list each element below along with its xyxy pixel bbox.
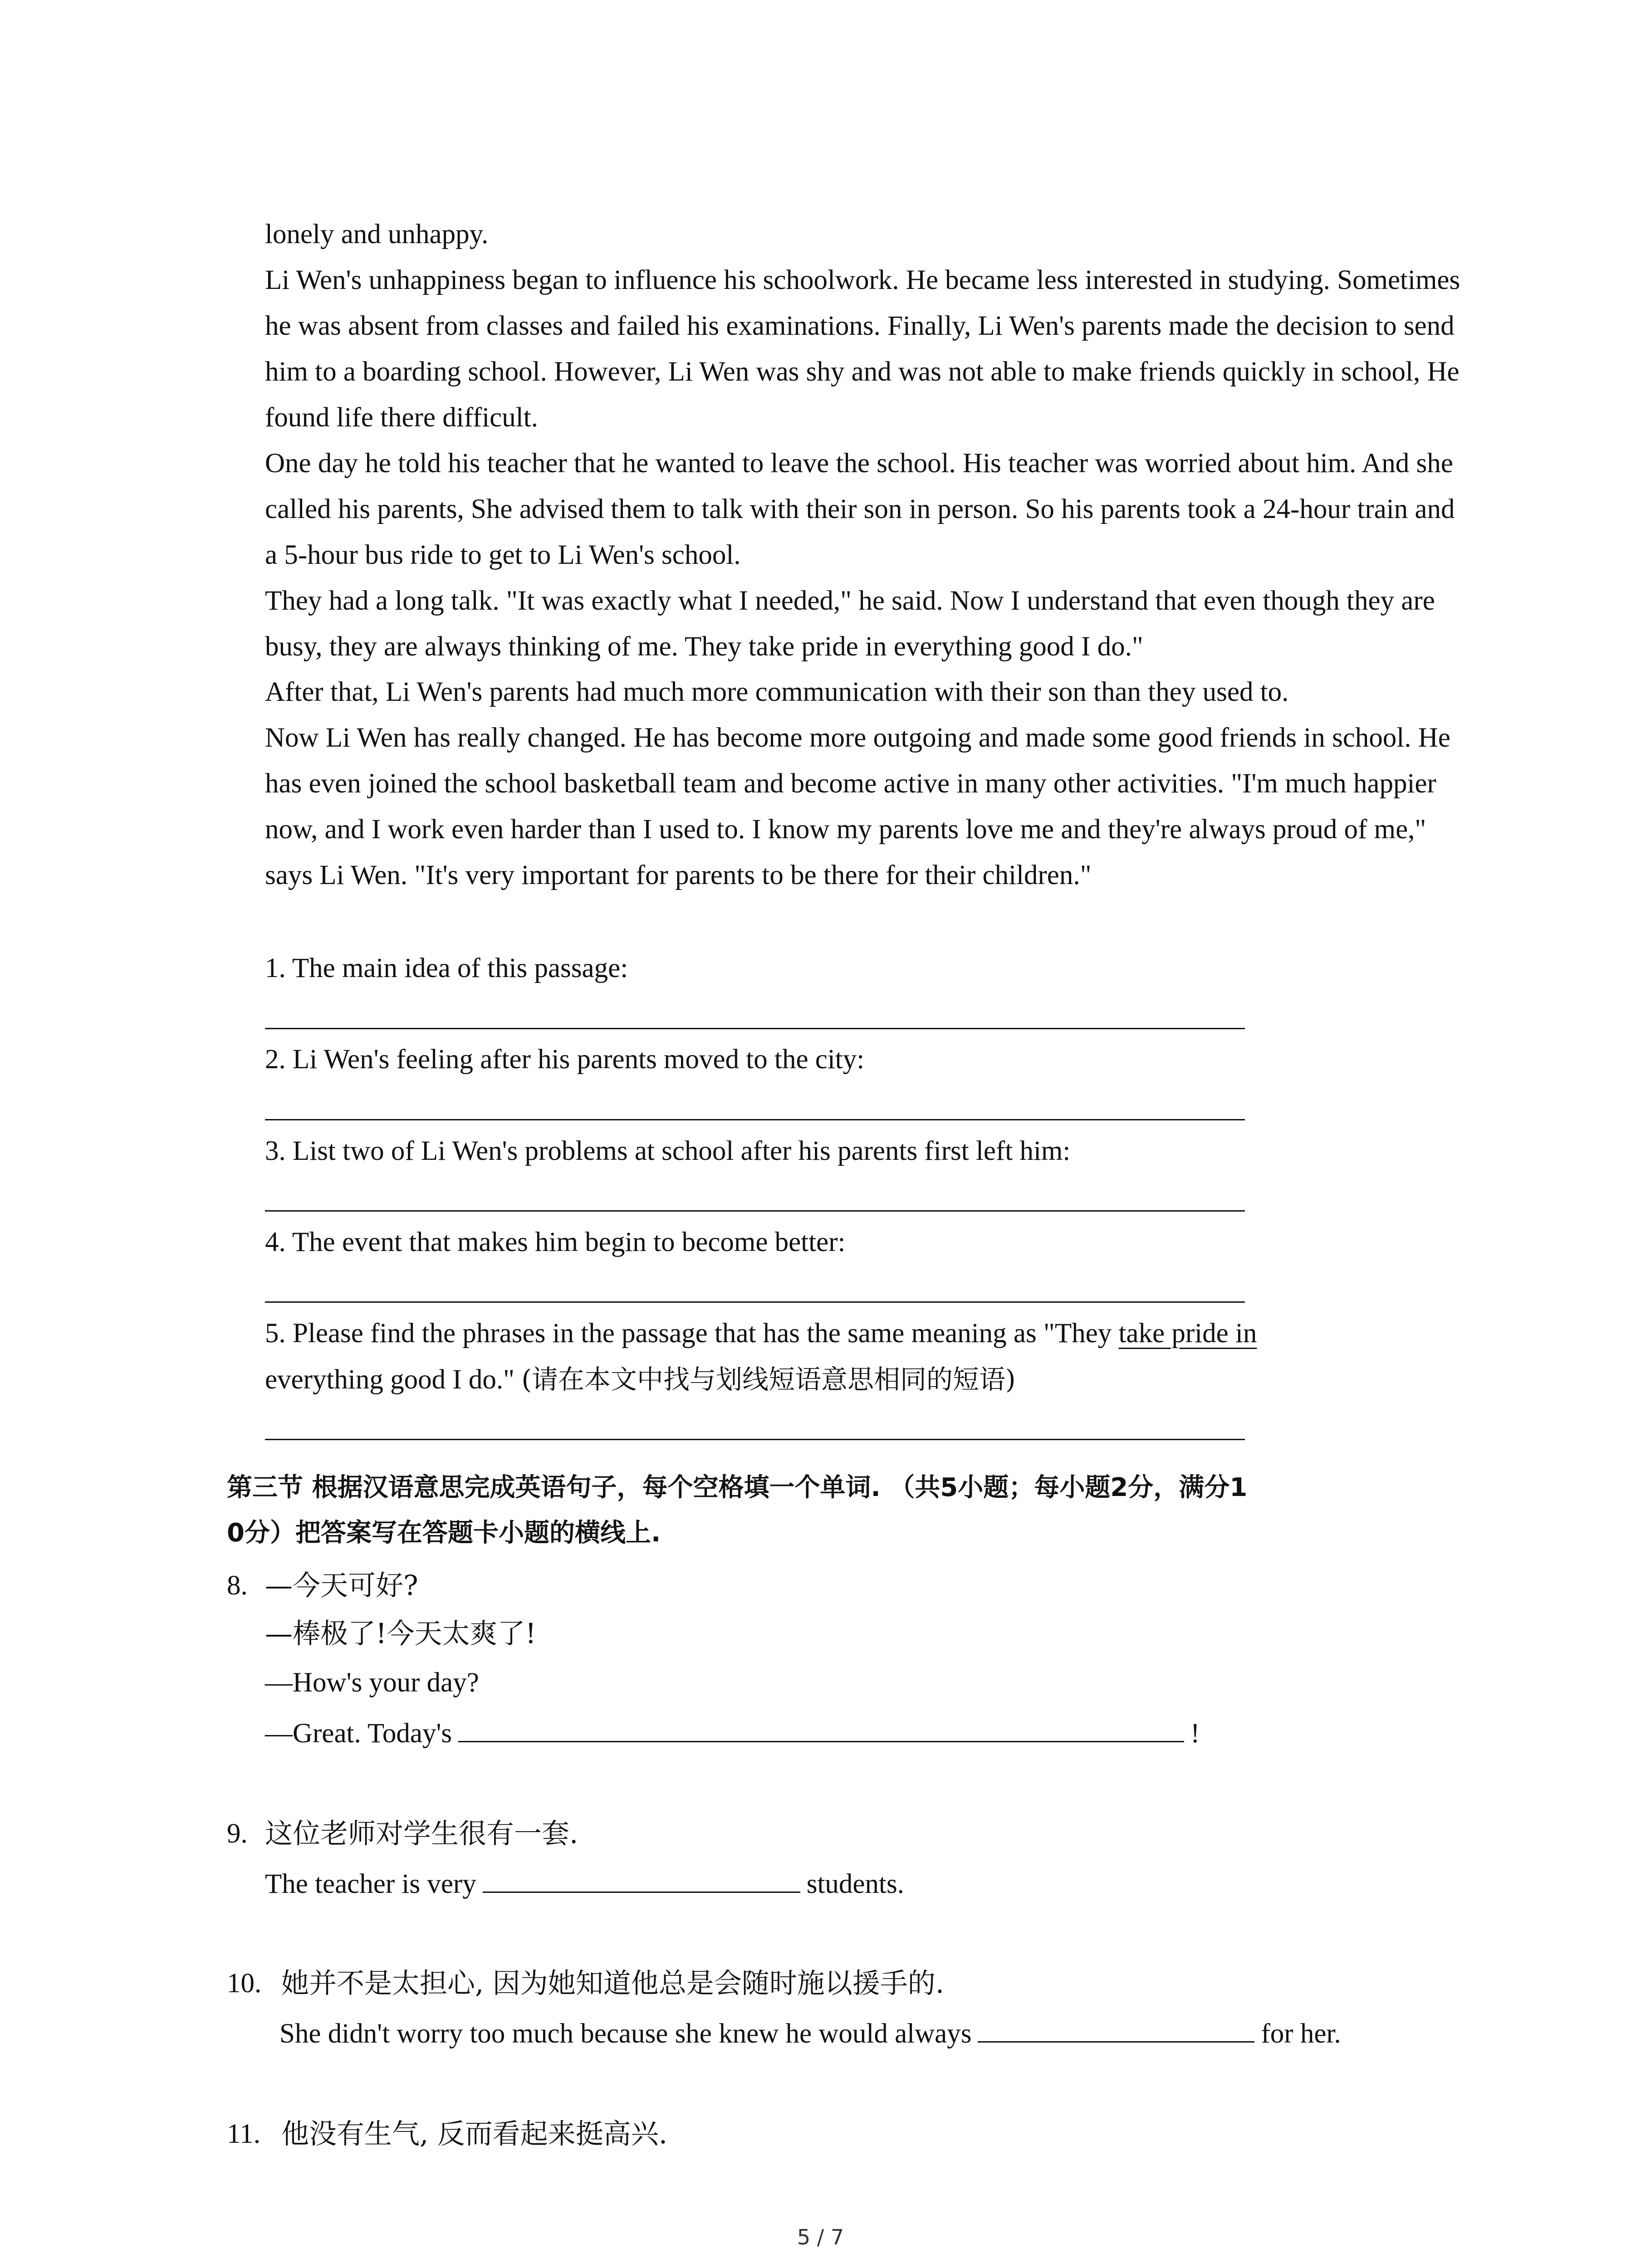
question-5-text-2: everything good I do."	[265, 1364, 522, 1395]
passage-paragraph-2: One day he told his teacher that he wanted to leave the school. His teacher was worried about him. And she called his parents, She advised them to talk with their son in person. So his parents took a 24-hour train and a 5-hour bus ride to get to Li Wen's school.	[265, 448, 1455, 570]
answer-line-4[interactable]	[265, 1301, 1245, 1303]
item-10-number: 10.	[227, 1968, 262, 1999]
question-5-underlined-phrase: take pride in	[1118, 1318, 1257, 1349]
item-10-prompt-end: for her.	[1261, 2019, 1341, 2049]
answer-line-1[interactable]	[265, 1028, 1245, 1029]
question-4: 4. The event that makes him begin to become better:	[265, 1227, 846, 1257]
passage-paragraph-1: Li Wen's unhappiness began to influence his schoolwork. He became less interested in studying. Sometimes he was absent from classes and failed his examinations. Finally, Li Wen's parents made the decision to send him to a boarding school. However, Li Wen was shy and was not able to make friends quickly in school, He found life there difficult.	[265, 265, 1460, 433]
section-heading-line-2: 0分）把答案写在答题卡小题的横线上.	[227, 1518, 661, 1548]
item-9-prompt: The teacher is very	[265, 1869, 476, 1899]
item-9-chinese: 这位老师对学生很有一套.	[265, 1818, 578, 1850]
item-9-number: 9.	[227, 1818, 248, 1849]
passage-line-0: lonely and unhappy.	[265, 219, 489, 249]
question-5	[265, 1315, 1257, 1352]
item-8-blank[interactable]	[458, 1714, 1184, 1742]
item-11-chinese: 他没有生气, 反而看起来挺高兴.	[281, 2118, 668, 2150]
item-9-english	[265, 1864, 904, 1902]
question-5-line-2	[265, 1361, 1016, 1398]
item-10-blank[interactable]	[978, 2014, 1254, 2043]
passage-paragraph-3: They had a long talk. "It was exactly what I needed," he said. Now I understand that even though they are busy, they are always thinking of me. They take pride in everything good I do."	[265, 586, 1435, 662]
answer-line-3[interactable]	[265, 1210, 1245, 1212]
passage-paragraph-5: Now Li Wen has really changed. He has become more outgoing and made some good friends in school. He has even joined the school basketball team and become active in many other activities. "I'm much happier now, and I work even harder than I used to. I know my parents love me and they're always proud of me," says Li Wen. "It's very important for parents to be there for their children."	[265, 723, 1450, 890]
question-2: 2. Li Wen's feeling after his parents moved to the city:	[265, 1044, 865, 1075]
item-8-english-1: —How's your day?	[265, 1667, 479, 1698]
question-3: 3. List two of Li Wen's problems at school after his parents first left him:	[265, 1136, 1071, 1166]
item-8-chinese-2: —棒极了!今天太爽了!	[265, 1618, 537, 1650]
question-1: 1. The main idea of this passage:	[265, 953, 628, 983]
item-10-english	[279, 2014, 1341, 2052]
item-8-number: 8.	[227, 1570, 248, 1601]
item-8-prompt: —Great. Today's	[265, 1718, 452, 1749]
item-9-prompt-end: students.	[806, 1869, 904, 1899]
item-9-blank[interactable]	[483, 1864, 800, 1893]
passage-paragraph-4: After that, Li Wen's parents had much more communication with their son than they used to.	[265, 677, 1289, 707]
item-8-english-2	[265, 1714, 1200, 1752]
item-8-end-mark: !	[1190, 1718, 1200, 1749]
item-8-chinese-1: —今天可好?	[265, 1569, 418, 1602]
answer-line-2[interactable]	[265, 1119, 1245, 1120]
page-number: 5 / 7	[797, 2225, 844, 2249]
section-heading-line-1: 第三节 根据汉语意思完成英语句子，每个空格填一个单词. （共5小题；每小题2分，满分1	[227, 1473, 1248, 1502]
question-5-text: 5. Please find the phrases in the passage that has the same meaning as "They	[265, 1318, 1119, 1349]
question-5-chinese-note: (请在本文中找与划线短语意思相同的短语)	[521, 1364, 1016, 1395]
item-11-number: 11.	[227, 2119, 260, 2149]
item-10-prompt: She didn't worry too much because she knew he would always	[279, 2019, 972, 2049]
item-10-chinese: 她并不是太担心, 因为她知道他总是会随时施以援手的.	[281, 1967, 945, 1999]
answer-line-5[interactable]	[265, 1439, 1245, 1440]
